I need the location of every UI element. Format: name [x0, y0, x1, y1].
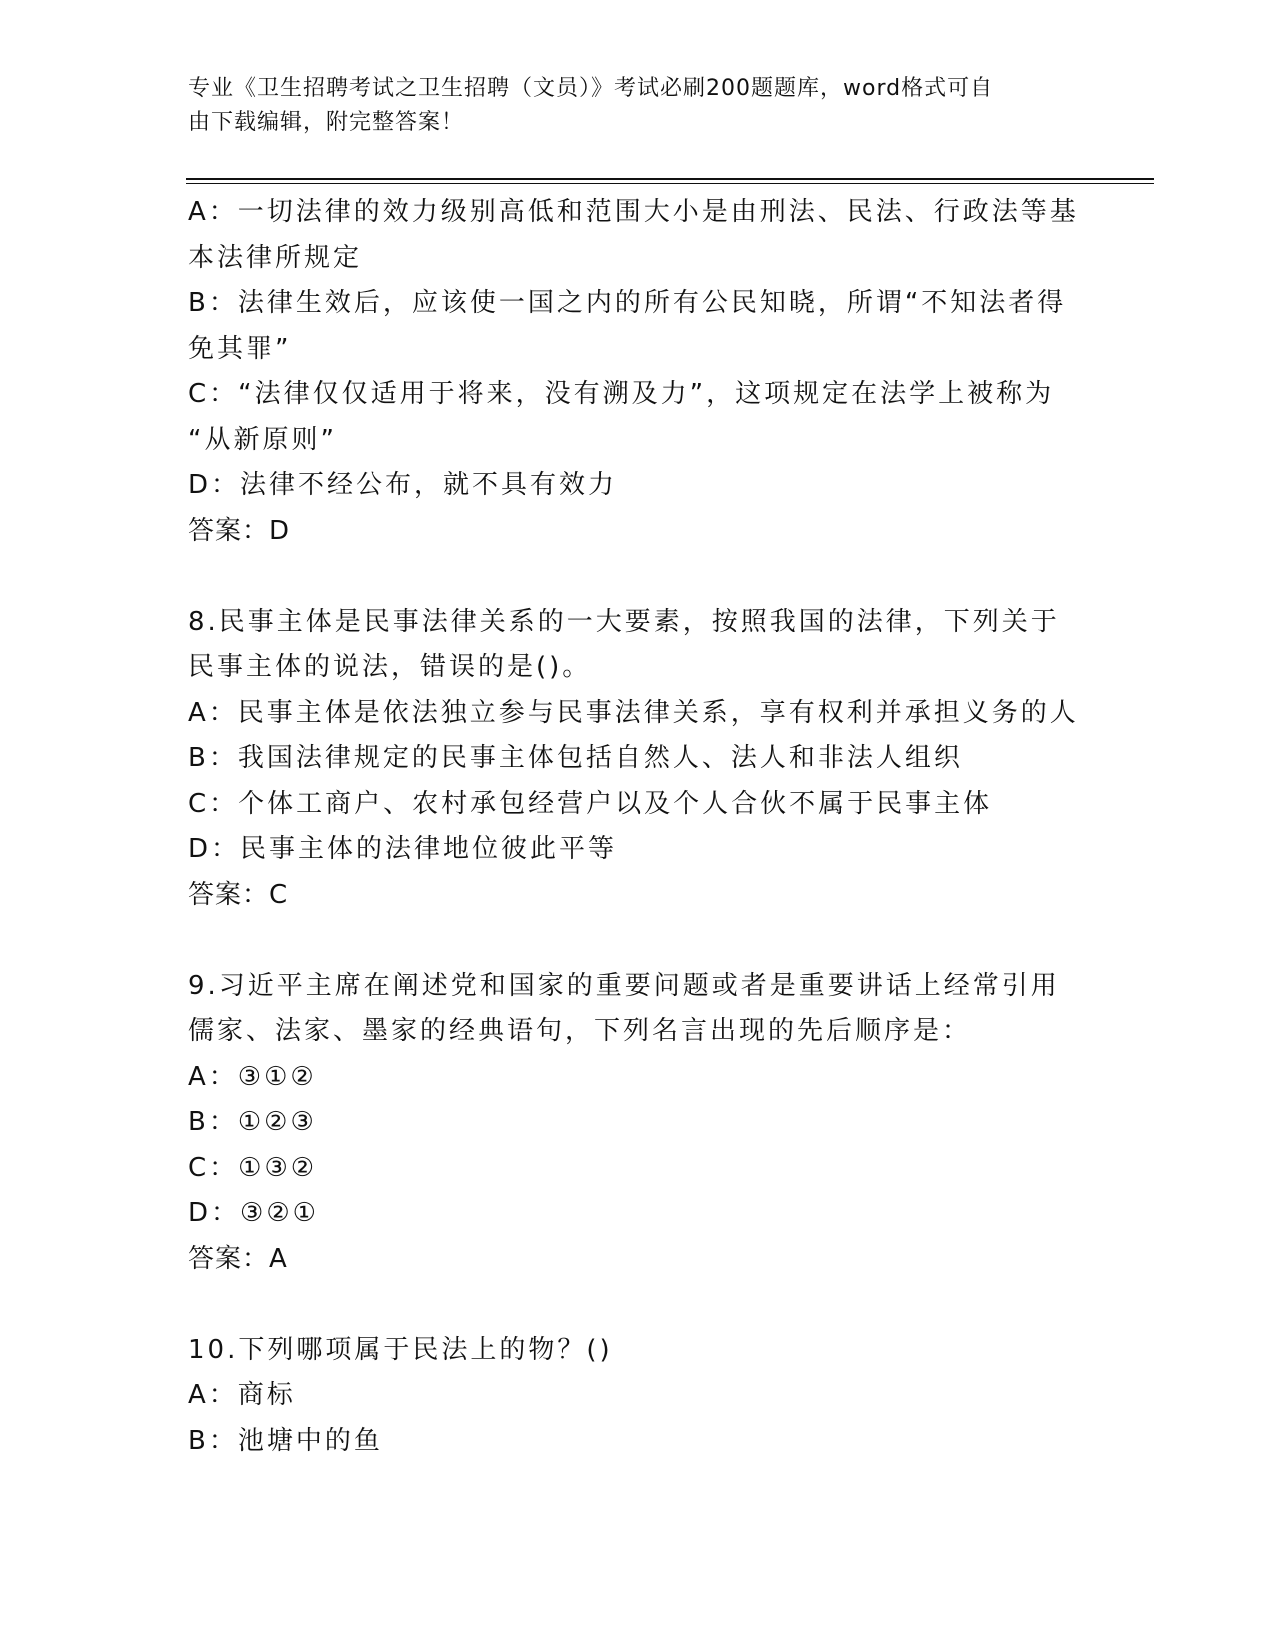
- option-text: 免其罪”: [188, 333, 292, 364]
- question-block: [188, 1328, 1088, 1465]
- question-block: [188, 600, 1088, 919]
- answer-option: [188, 1191, 1088, 1237]
- answer-option: [188, 736, 1088, 782]
- answer-option: [188, 1055, 1088, 1101]
- option-text: A：一切法律的效力级别高低和范围大小是由刑法、民法、行政法等基: [188, 197, 1079, 227]
- question-block: [188, 190, 1088, 554]
- header-rule-thin: [186, 183, 1154, 184]
- answer-option: [188, 463, 1088, 509]
- answer-key: 答案：D: [188, 515, 291, 546]
- question-text: 9.习近平主席在阐述党和国家的重要问题或者是重要讲话上经常引用: [188, 970, 1060, 1001]
- option-text: A：民事主体是依法独立参与民事法律关系，享有权利并承担义务的人: [188, 697, 1079, 728]
- option-text: C：①③②: [188, 1152, 318, 1183]
- answer-option: [188, 372, 1088, 463]
- question-block: [188, 964, 1088, 1283]
- option-text: A：商标: [188, 1380, 296, 1410]
- answer-key: 答案：C: [188, 879, 289, 910]
- option-text: C：“法律仅仅适用于将来，没有溯及力”，这项规定在法学上被称为: [188, 379, 1055, 409]
- question-text: 10.下列哪项属于民法上的物？(): [188, 1334, 613, 1365]
- option-text: D：民事主体的法律地位彼此平等: [188, 834, 618, 864]
- question-text: 儒家、法家、墨家的经典语句，下列名言出现的先后顺序是：: [188, 1016, 972, 1046]
- question-text: 民事主体的说法，错误的是()。: [188, 652, 592, 682]
- answer-option: [188, 827, 1088, 873]
- option-text: D：法律不经公布，就不具有效力: [188, 470, 618, 500]
- question-text: 8.民事主体是民事法律关系的一大要素，按照我国的法律，下列关于: [188, 606, 1060, 637]
- answer-option: [188, 1100, 1088, 1146]
- question-gap: [188, 1282, 1088, 1328]
- option-text: 本法律所规定: [188, 242, 363, 273]
- option-text: D：③②①: [188, 1198, 319, 1228]
- option-text: B：我国法律规定的民事主体包括自然人、法人和非法人组织: [188, 743, 963, 773]
- answer-option: [188, 691, 1088, 737]
- question-gap: [188, 918, 1088, 964]
- header-rule: [186, 178, 1154, 180]
- option-text: B：池塘中的鱼: [188, 1425, 383, 1456]
- header-line: 由下载编辑，附完整答案！: [188, 110, 465, 135]
- answer-option: [188, 281, 1088, 372]
- answer-option: [188, 190, 1088, 281]
- question-gap: [188, 554, 1088, 600]
- document-header: [188, 72, 1068, 140]
- option-text: B：法律生效后，应该使一国之内的所有公民知晓，所谓“不知法者得: [188, 288, 1067, 318]
- question-list: [188, 190, 1088, 1464]
- option-text: A：③①②: [188, 1061, 317, 1092]
- answer-option: [188, 1419, 1088, 1465]
- answer-option: [188, 1146, 1088, 1192]
- option-text: “从新原则”: [188, 424, 337, 455]
- answer-key: 答案：A: [188, 1243, 288, 1274]
- answer-option: [188, 1373, 1088, 1419]
- header-line: 专业《卫生招聘考试之卫生招聘（文员）》考试必刷200题题库，word格式可自: [188, 76, 994, 101]
- option-text: B：①②③: [188, 1107, 317, 1137]
- answer-option: [188, 782, 1088, 828]
- option-text: C：个体工商户、农村承包经营户以及个人合伙不属于民事主体: [188, 788, 993, 819]
